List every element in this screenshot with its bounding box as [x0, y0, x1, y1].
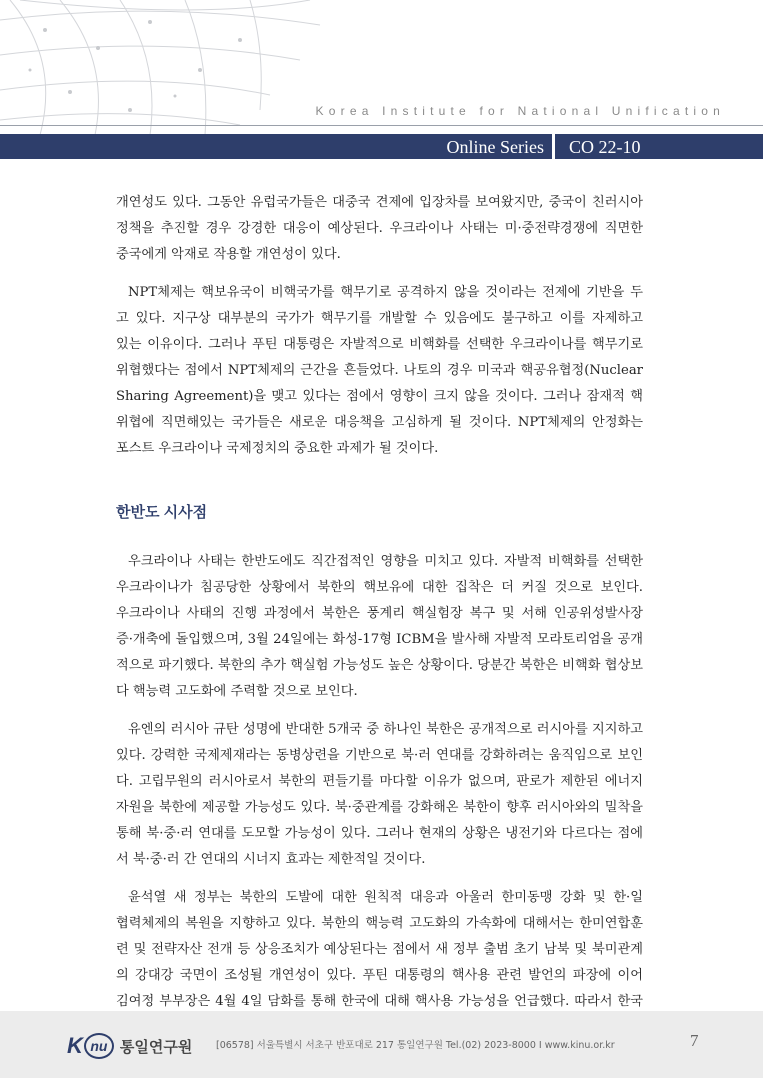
- page-number: 7: [690, 1031, 699, 1050]
- text-line: 있다. 강력한 국제제재라는 동병상련을 기반으로 북·러 연대를 강화하려는 움직임으로 보인: [116, 748, 643, 763]
- series-label: Online Series: [446, 137, 544, 157]
- institute-name: Korea Institute for National Unification: [315, 104, 725, 118]
- text-line: 련 및 전략자산 전개 등 상응조치가 예상된다는 점에서 새 정부 출범 초기 남북 및 북미관계: [116, 942, 643, 957]
- footer: [0, 1011, 763, 1078]
- paragraph-5: [116, 885, 643, 1015]
- text-line: 증·개축에 돌입했으며, 3월 24일에는 화성-17형 ICBM을 발사해 자발적 모라토리엄을 공개: [116, 632, 643, 647]
- text-line: 정책을 추진할 경우 강경한 대응이 예상된다. 우크라이나 사태는 미·중전략경쟁에 직면한: [116, 221, 643, 236]
- series-code: CO 22-10: [569, 137, 641, 157]
- series-bar: [0, 134, 552, 159]
- text-line: 위협에 직면해있는 국가들은 새로운 대응책을 고심하게 될 것이다. NPT체제의 안정화는: [116, 415, 643, 430]
- text-line: 김여정 부부장은 4월 4일 담화를 통해 한국에 대해 핵사용 가능성을 언급했다. 따라서 한국: [116, 994, 643, 1009]
- paragraph-3: [116, 549, 643, 705]
- kinu-logo: [67, 1033, 192, 1059]
- logo-name: 통일연구원: [119, 1037, 193, 1056]
- text-line: 유엔의 러시아 규탄 성명에 반대한 5개국 중 하나인 북한은 공개적으로 러시아를 지지하고: [128, 722, 643, 737]
- text-line: 있는 이유이다. 그러나 푸틴 대통령은 자발적으로 비핵화를 선택한 우크라이나를 핵무기로: [116, 337, 643, 352]
- footer-address: [06578] 서울특별시 서초구 반포대로 217 통일연구원 Tel.(02) 2023-8000 I www.kinu.or.kr: [216, 1040, 615, 1051]
- paragraph-2: [116, 280, 643, 462]
- logo-letter: K: [67, 1033, 83, 1058]
- text-line: 의 강대강 국면이 조성될 개연성이 있다. 푸틴 대통령의 핵사용 관련 발언의 파장에 이어: [116, 968, 643, 983]
- text-line: 우크라이나가 침공당한 상황에서 북한의 핵보유에 대한 집착은 더 커질 것으로 보인다.: [116, 580, 643, 595]
- paragraph-4: [116, 717, 643, 873]
- text-line: 우크라이나 사태는 한반도에도 직간접적인 영향을 미치고 있다. 자발적 비핵화를 선택한: [128, 554, 643, 569]
- series-code-bar: [555, 134, 763, 159]
- text-line: 고 있다. 지구상 대부분의 국가가 핵무기를 개발할 수 있음에도 불구하고 이를 자제하고: [116, 311, 643, 326]
- text-line: 다. 고립무원의 러시아로서 북한의 편들기를 마다할 이유가 없으며, 판로가 제한된 에너지: [116, 774, 643, 789]
- section-title: 한반도 시사점: [116, 504, 208, 521]
- text-line: 협력체제의 복원을 지향하고 있다. 북한의 핵능력 고도화의 가속화에 대해서는 한미연합훈: [116, 916, 643, 931]
- text-line: 윤석열 새 정부는 북한의 도발에 대한 원칙적 대응과 아울러 한미동맹 강화 및 한·일: [128, 890, 643, 905]
- header-divider: [0, 125, 763, 126]
- text-line: 개연성도 있다. 그동안 유럽국가들은 대중국 견제에 입장차를 보여왔지만, 중국이 친러시아: [116, 195, 643, 210]
- text-line: 자원을 북한에 제공할 가능성도 있다. 북·중관계를 강화해온 북한이 향후 러시아와의 밀착을: [116, 800, 643, 815]
- text-line: 중국에게 악재로 작용할 개연성이 있다.: [116, 247, 341, 262]
- text-line: 다 핵능력 고도화에 주력할 것으로 보인다.: [116, 684, 358, 699]
- text-line: 서 북·중·러 간 연대의 시너지 효과는 제한적일 것이다.: [116, 852, 426, 867]
- text-line: NPT체제는 핵보유국이 비핵국가를 핵무기로 공격하지 않을 것이라는 전제에 기반을 두: [128, 285, 643, 300]
- text-line: 우크라이나 사태의 진행 과정에서 북한은 풍계리 핵실험장 복구 및 서해 인공위성발사장: [116, 606, 643, 621]
- main-content: [116, 190, 643, 1015]
- text-line: 위협했다는 점에서 NPT체제의 근간을 흔들었다. 나토의 경우 미국과 핵공유협정(Nuclear: [116, 363, 643, 378]
- paragraph-1: [116, 190, 643, 268]
- text-line: 적으로 파기했다. 북한의 추가 핵실험 가능성도 높은 상황이다. 당분간 북한은 비핵화 협상보: [116, 658, 643, 673]
- text-line: 통해 북·중·러 연대를 도모할 가능성이 있다. 그러나 현재의 상황은 냉전기와 다르다는 점에: [116, 826, 643, 841]
- logo-mark: nu: [84, 1033, 114, 1059]
- text-line: 포스트 우크라이나 국제정치의 중요한 과제가 될 것이다.: [116, 441, 439, 456]
- text-line: Sharing Agreement)을 맺고 있다는 점에서 영향이 크지 않을 것이다. 그러나 잠재적 핵: [116, 389, 643, 404]
- globe-grid-graphic: [0, 0, 330, 135]
